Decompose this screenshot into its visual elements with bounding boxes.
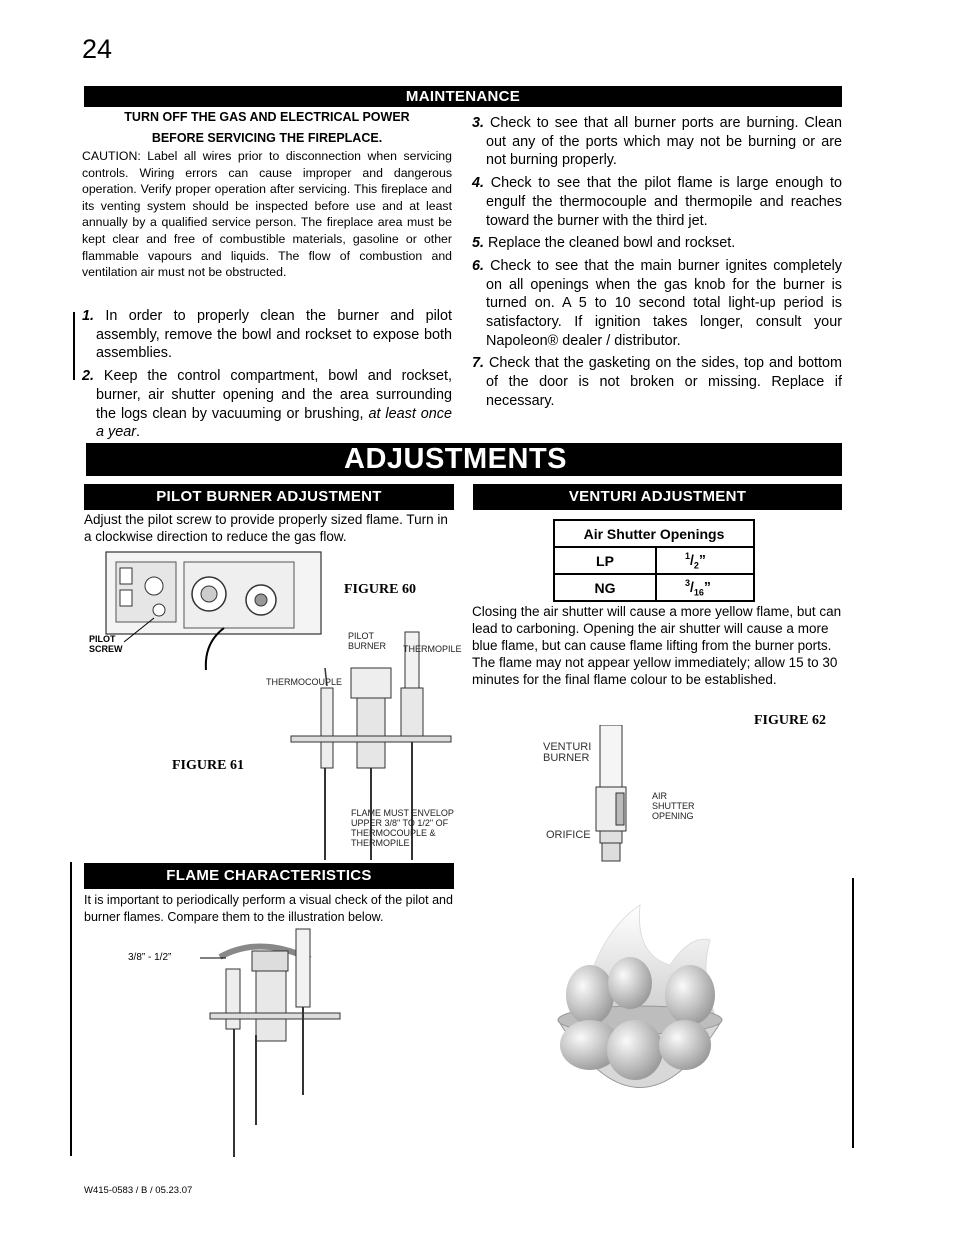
document-code: W415-0583 / B / 05.23.07 [84,1185,193,1196]
adjustments-heading: ADJUSTMENTS [86,443,842,476]
list-item: 4. Check to see that the pilot flame is large enough to engulf the thermocouple and thermopile and reaches toward the burner with the third jet. [472,175,842,229]
change-bar [852,878,854,1148]
list-item: 1. In order to properly clean the burner and pilot assembly, remove the bowl and rockset to expose both assemblies. [82,308,453,362]
list-item: 3. Check to see that all burner ports are burning. Clean out any of the ports which may not be burning or are not burning properly. [472,115,843,169]
air-shutter-table [553,519,755,602]
thermopile-label: THERMOPILE [403,644,462,654]
pilot-adjustment-heading: PILOT BURNER ADJUSTMENT [84,484,454,510]
change-bar [70,862,72,1156]
table-row [554,547,754,574]
orifice-label: ORIFICE [546,829,591,841]
pilot-adjustment-text: Adjust the pilot screw to provide properly sized flame. Turn in a clockwise direction to reduce the gas flow. [84,512,448,544]
maintenance-steps-left [82,307,452,446]
table-row [554,574,754,601]
list-item: 5. Replace the cleaned bowl and rockset. [472,235,736,252]
list-item: 7. Check that the gasketing on the sides, top and bottom of the door is not broken or missing. Replace if necessary. [472,355,842,409]
opening-cell: $^3/_{16}$” [656,574,754,601]
table-title: Air Shutter Openings [554,520,754,547]
air-shutter-label: AIR SHUTTER OPENING [652,791,695,821]
flame-characteristics-heading: FLAME CHARACTERISTICS [84,863,454,889]
figure-60-caption: FIGURE 60 [344,582,416,597]
venturi-text: Closing the air shutter will cause a more yellow flame, but can lead to carboning. Opening the air shutter will cause a more blue flame, but can cause flame lifting from the burner ports. The flame may not appear yellow immediately; allow 15 to 30 minutes for the final flame colour to be established. [472,604,842,687]
warning-line-1: TURN OFF THE GAS AND ELECTRICAL POWER [124,110,410,124]
list-item: 2. Keep the control compartment, bowl and rockset, burner, air shutter opening and the area surrounding the logs clean by vacuuming or brushing, at least once a year. [82,368,452,441]
pilot-screw-label: PILOT SCREW [89,634,123,654]
warning-block [84,107,450,149]
maintenance-steps-right [472,114,842,415]
gas-cell: NG [554,574,656,601]
page-number: 24 [82,34,113,64]
pilot-burner-label: PILOT BURNER [348,631,387,651]
maintenance-heading: MAINTENANCE [84,86,842,107]
flame-characteristics-text: It is important to periodically perform a visual check of the pilot and burner flames. Compare them to the illustration below. [84,893,453,924]
caution-text: CAUTION: Label all wires prior to disconnection when servicing controls. Wiring errors can cause improper and dangerous operation. Verify proper operation after servicing. This fireplace and its venting system should be inspected before use and at least annually by a qualified service person. The fireplace area must be kept clear and free of combustible materials, gasoline or other flammable vapours and liquids. The flow of combustion and ventilation air must not be obstructed. [82,149,452,280]
rock-bowl-flame-illustration [540,895,740,1130]
list-item: 6. Check to see that the main burner ignites completely on all openings when the gas knob for the burner is turned on. A 5 to 10 second total light-up period is satisfactory. If ignition takes longer, consult your Napoleon® dealer / distributor. [472,257,842,349]
thermocouple-label: THERMOCOUPLE [266,677,343,687]
figure-62-caption: FIGURE 62 [754,713,826,728]
venturi-illustration [590,725,640,865]
venturi-adjustment-heading: VENTURI ADJUSTMENT [473,484,842,510]
pilot-flame-illustration [200,925,350,1160]
flame-envelop-note: FLAME MUST ENVELOP UPPER 3/8" TO 1/2" OF THERMOCOUPLE & THERMOPILE [351,808,454,848]
gas-cell: LP [554,547,656,574]
venturi-burner-label: VENTURI BURNER [543,741,592,764]
figure-61-caption: FIGURE 61 [172,758,244,773]
opening-cell: $^1/_2$” [656,547,754,574]
warning-line-2: BEFORE SERVICING THE FIREPLACE. [151,131,383,145]
flame-dimension-label: 3/8” - 1/2” [128,952,172,963]
table-row [554,520,754,547]
change-bar [73,312,75,380]
